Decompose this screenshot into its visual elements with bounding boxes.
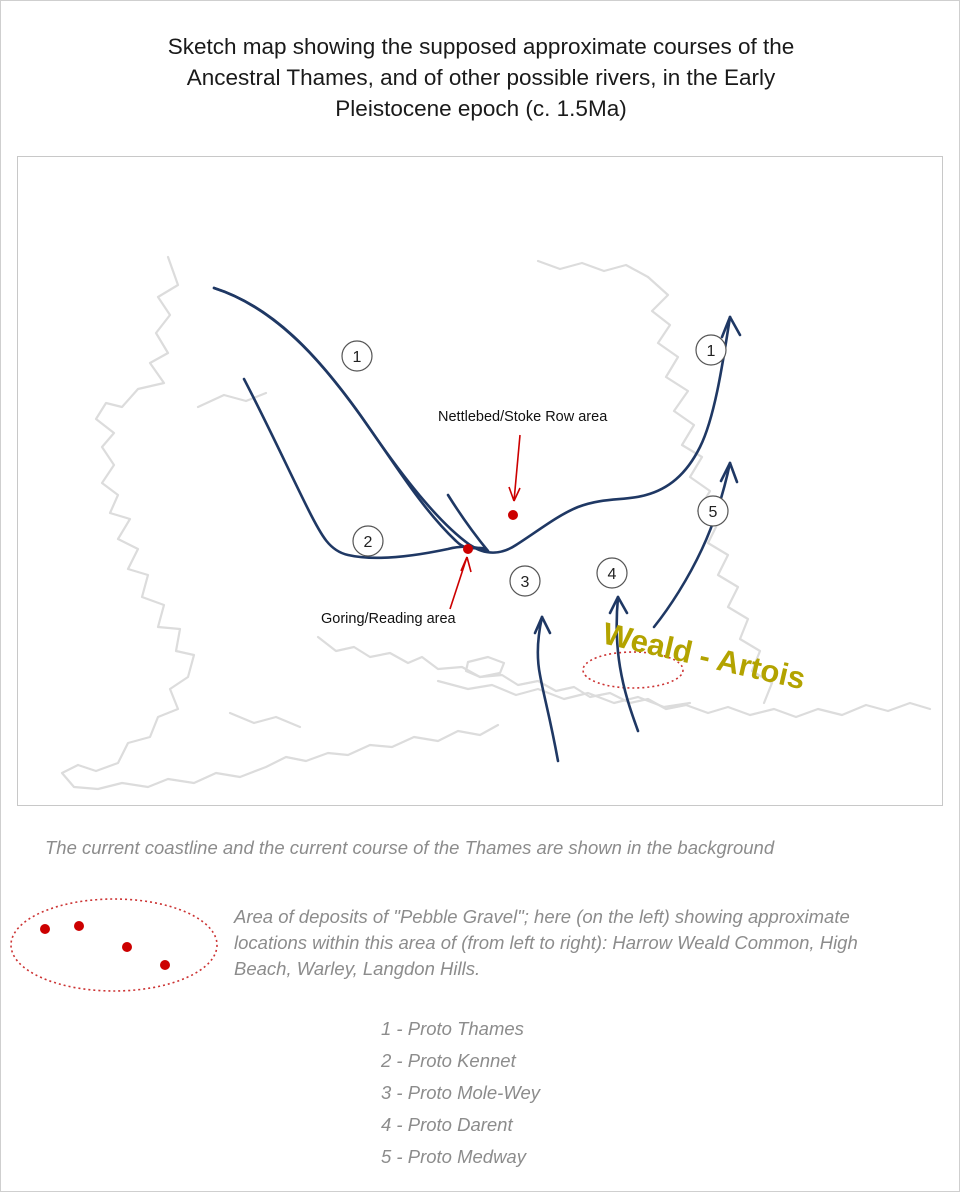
pebble-gravel-line-1: Area of deposits of "Pebble Gravel"; here (on the left) showing bbox=[234, 906, 743, 927]
legend-dot-warley bbox=[122, 942, 132, 952]
legend-dot-high-beach bbox=[74, 921, 84, 931]
site-markers bbox=[450, 435, 520, 609]
river-key-list bbox=[381, 1013, 781, 1173]
title-line-3: Pleistocene epoch (c. 1.5Ma) bbox=[335, 96, 627, 121]
page-title bbox=[1, 31, 960, 124]
key-item-4: 4 - Proto Darent bbox=[381, 1114, 513, 1135]
title-line-2: Ancestral Thames, and of other possible rivers, in the Early bbox=[186, 65, 776, 90]
label-nettlebed-stoke-row: Nettlebed/Stoke Row area bbox=[438, 409, 608, 425]
legend-gravel-ellipse bbox=[7, 893, 222, 998]
number-circle-1-east-label: 1 bbox=[706, 343, 716, 360]
label-weald-artois: Weald - Artois bbox=[599, 615, 809, 697]
number-circle-1-west bbox=[342, 341, 372, 371]
number-circle-3-label: 3 bbox=[520, 574, 530, 591]
marker-goring bbox=[463, 544, 473, 554]
arrowhead-mole-wey bbox=[535, 617, 550, 633]
legend-dot-langdon-hills bbox=[160, 960, 170, 970]
map-panel bbox=[17, 156, 943, 806]
number-circle-2 bbox=[353, 526, 383, 556]
number-circle-3 bbox=[510, 566, 540, 596]
coastline-note: The current coastline and the current course of the Thames are shown in the background bbox=[45, 837, 775, 858]
key-item-3: 3 - Proto Mole-Wey bbox=[381, 1082, 541, 1103]
number-circle-4 bbox=[597, 558, 627, 588]
number-circle-4-label: 4 bbox=[607, 566, 617, 583]
river-proto-darent bbox=[617, 597, 638, 731]
marker-nettlebed bbox=[508, 510, 518, 520]
pebble-gravel-line-2: approximate locations within this area of (from left to right): Harrow bbox=[234, 906, 850, 953]
label-goring-reading: Goring/Reading area bbox=[321, 611, 456, 627]
arrowhead-proto-thames bbox=[722, 317, 740, 337]
number-circle-2-label: 2 bbox=[363, 534, 373, 551]
legend-dot-harrow-weald-common bbox=[40, 924, 50, 934]
number-circle-1-west-label: 1 bbox=[352, 349, 362, 366]
number-circle-5 bbox=[698, 496, 728, 526]
river-courses bbox=[214, 288, 740, 761]
key-item-5: 5 - Proto Medway bbox=[381, 1146, 526, 1167]
pebble-gravel-line-3: Weald Common, High Beach, Warley, Langdon Hills. bbox=[234, 932, 858, 979]
key-item-2: 2 - Proto Kennet bbox=[381, 1050, 516, 1071]
title-line-1: Sketch map showing the supposed approximate courses of the bbox=[167, 34, 795, 59]
pebble-gravel-note bbox=[234, 904, 906, 982]
number-circle-5-label: 5 bbox=[708, 504, 718, 521]
key-item-1: 1 - Proto Thames bbox=[381, 1018, 524, 1039]
number-circle-1-east bbox=[696, 335, 726, 365]
coastline-background bbox=[62, 257, 930, 789]
